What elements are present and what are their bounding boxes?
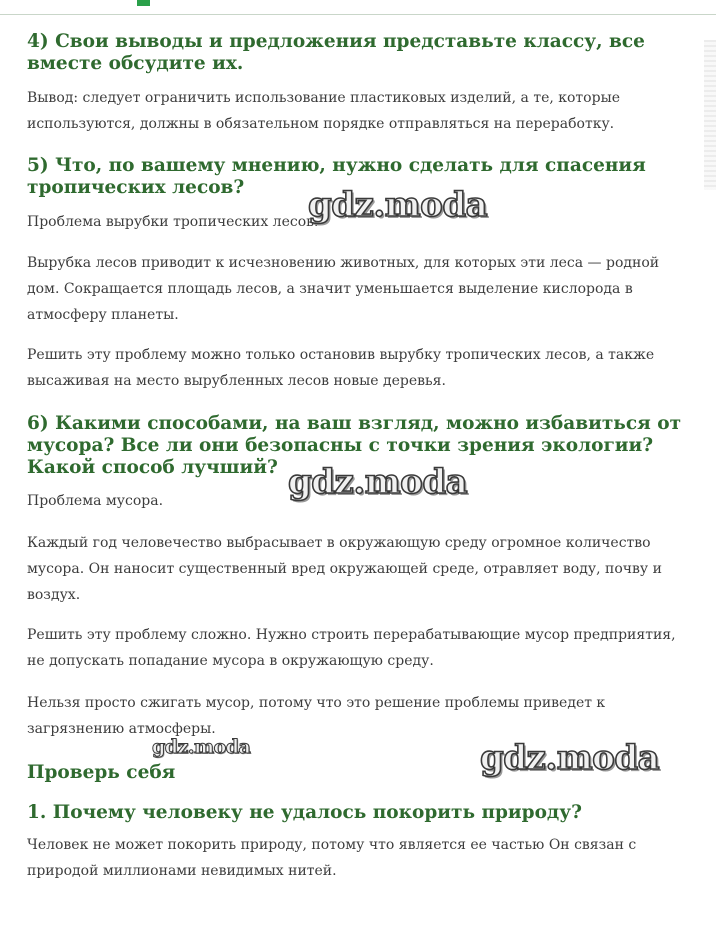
check-question-1-answer: Человек не может покорить природу, потому что является ее частью Он связан с природой миллионами невидимых нитей.	[27, 837, 637, 879]
question-5-solution: Решить эту проблему можно только остановив вырубку тропических лесов, а также высаживая на место вырубленных лесов новые деревья.	[27, 347, 655, 389]
question-6-paragraph: Каждый год человечество выбрасывает в окружающую среду огромное количество мусора. Он наносит существенный вред окружающей среде, отравляет воду, почву и воздух.	[27, 535, 662, 603]
watermark-logo: gdz.moda	[288, 462, 468, 502]
check-yourself-title: Проверь себя	[27, 762, 176, 783]
right-side-image-edge	[704, 40, 716, 190]
question-5-problem: Проблема вырубки тропических лесов.	[27, 214, 319, 230]
question-4-answer: Вывод: следует ограничить использование пластиковых изделий, а те, которые используются, должны в обязательном порядке отправляться на переработку.	[27, 90, 620, 132]
question-4-heading: 4) Свои выводы и предложения представьте классу, все вместе обсудите их.	[27, 31, 645, 74]
top-browser-strip	[0, 0, 716, 15]
question-6-heading: 6) Какими способами, на ваш взгляд, можно избавиться от мусора? Все ли они безопасны с точки зрения экологии? Какой способ лучший?	[27, 413, 682, 478]
question-6-problem: Проблема мусора.	[27, 493, 164, 509]
question-5-heading: 5) Что, по вашему мнению, нужно сделать для спасения тропических лесов?	[27, 155, 646, 198]
watermark-logo: gdz.moda	[308, 185, 488, 225]
question-6-note: Нельзя просто сжигать мусор, потому что это решение проблемы приведет к загрязнению атмосферы.	[27, 695, 606, 737]
question-6-solution: Решить эту проблему сложно. Нужно строить перерабатывающие мусор предприятия, не допускать попадание мусора в окружающую среду.	[27, 627, 676, 669]
next-question-cutoff	[27, 896, 647, 910]
watermark-logo-small: gdz.moda	[152, 736, 251, 758]
check-question-1-heading: 1. Почему человеку не удалось покорить природу?	[27, 802, 582, 823]
app-icon	[137, 0, 150, 6]
watermark-logo: gdz.moda	[480, 738, 660, 778]
question-5-paragraph: Вырубка лесов приводит к исчезновению животных, для которых эти леса — родной дом. Сокращается площадь лесов, а значит уменьшается выделение кислорода в атмосферу планеты.	[27, 255, 660, 323]
